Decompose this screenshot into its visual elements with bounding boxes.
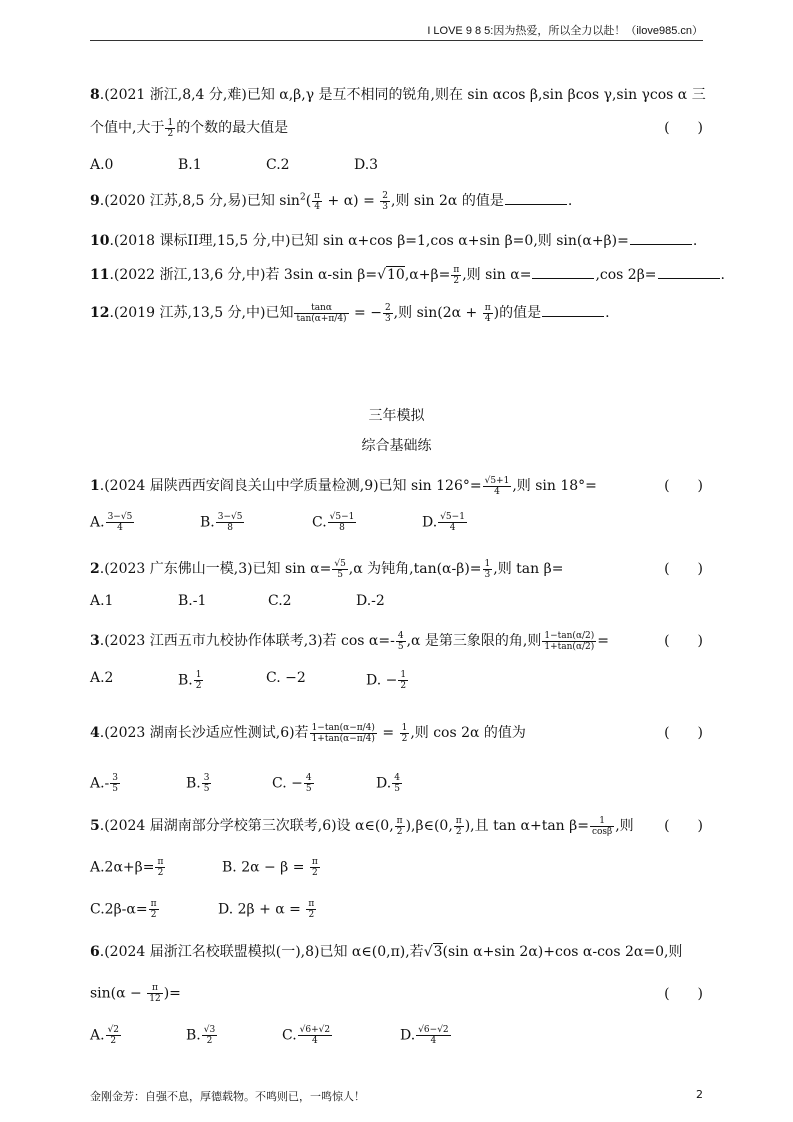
question-11: 11.(2022 浙江,13,6 分,中)若 3sin α-sin β=√10,α+β= $\frac{\pi}{2}$ ,则 sin α= ,cos 2β= . bbox=[90, 264, 725, 286]
page-number: 2 bbox=[696, 1088, 703, 1101]
question-number: 8 bbox=[90, 87, 100, 103]
page-header: I LOVE 9 8 5:因为热爱，所以全力以赴！（ilove985.cn） bbox=[90, 22, 703, 41]
mock-question-1: 1.(2024 届陕西西安阎良关山中学质量检测,9)已知 sin 126°= $\frac{√5+1}{4}$ ,则 sin 18°= ( ) bbox=[90, 475, 703, 497]
question-12: 12.(2019 江苏,13,5 分,中)已知 $\frac{\tan\alpha}{\tan(\alpha+\pi/4)}$ = − $\frac{2}{3}$ ,则 sin(2α + $\frac{\pi}{4}$ )的值是 . bbox=[90, 302, 610, 324]
question-9: 9.(2020 江苏,8,5 分,易)已知 $\sin^2$( $\frac{\pi}{4}$ + α) = $\frac{2}{3}$ ,则 sin 2α 的值是 . bbox=[90, 190, 573, 212]
footer-motto: 金刚金芳：自强不息，厚德载物。不鸣则已，一鸣惊人！ bbox=[90, 1090, 365, 1103]
page-footer bbox=[90, 1088, 703, 1104]
mock-question-4: 4.(2023 湖南长沙适应性测试,6)若 $\frac{1-\tan(\alpha-\pi/4)}{1+\tan(\alpha-\pi/4)}$ = $\frac{1}{2}$ ,则 cos 2α 的值为 ( ) bbox=[90, 722, 703, 744]
mock-question-6-line2: sin(α − $\frac{\pi}{12}$ )= ( ) bbox=[90, 983, 703, 1004]
question-8: 8.(2021 浙江,8,4 分,难)已知 α,β,γ 是互不相同的锐角,则在 sin αcos β,sin βcos γ,sin γcos α 三 bbox=[90, 87, 706, 103]
answer-paren: ( ) bbox=[664, 120, 703, 136]
answer-blank[interactable] bbox=[505, 192, 567, 205]
answer-blank[interactable] bbox=[630, 232, 692, 245]
answer-blank[interactable] bbox=[658, 266, 720, 279]
mock-question-3: 3.(2023 江西五市九校协作体联考,3)若 cos α=- $\frac{4}{5}$ ,α 是第三象限的角,则 $\frac{1-\tan(\alpha/2)}{1+\tan(\alpha/2)}$ = ( ) bbox=[90, 630, 703, 652]
answer-blank[interactable] bbox=[542, 304, 604, 317]
question-8-line2: 个值中,大于 $\frac{1}{2}$ 的个数的最大值是 ( ) bbox=[90, 117, 703, 139]
mock-question-5: 5.(2024 届湖南部分学校第三次联考,6)设 α∈(0, $\frac{\pi}{2}$ ),β∈(0, $\frac{\pi}{2}$ ),且 tan α+tan β= $\frac{1}{\cos\beta}$ ,则 ( ) bbox=[90, 815, 703, 837]
answer-blank[interactable] bbox=[532, 266, 594, 279]
mock-question-2: 2.(2023 广东佛山一模,3)已知 sin α= $\frac{√5}{5}$ ,α 为钝角,tan(α-β)= $\frac{1}{3}$ ,则 tan β= ( ) bbox=[90, 558, 703, 580]
question-10: 10.(2018 课标II理,15,5 分,中)已知 sin α+cos β=1,cos α+sin β=0,则 sin(α+β)= . bbox=[90, 233, 698, 249]
section-subtitle: 综合基础练 bbox=[361, 438, 432, 454]
section-title: 三年模拟 bbox=[368, 408, 425, 424]
mock-question-6: 6.(2024 届浙江名校联盟模拟(一),8)已知 α∈(0,π),若√3(sin α+sin 2α)+cos α-cos 2α=0,则 bbox=[90, 944, 683, 960]
